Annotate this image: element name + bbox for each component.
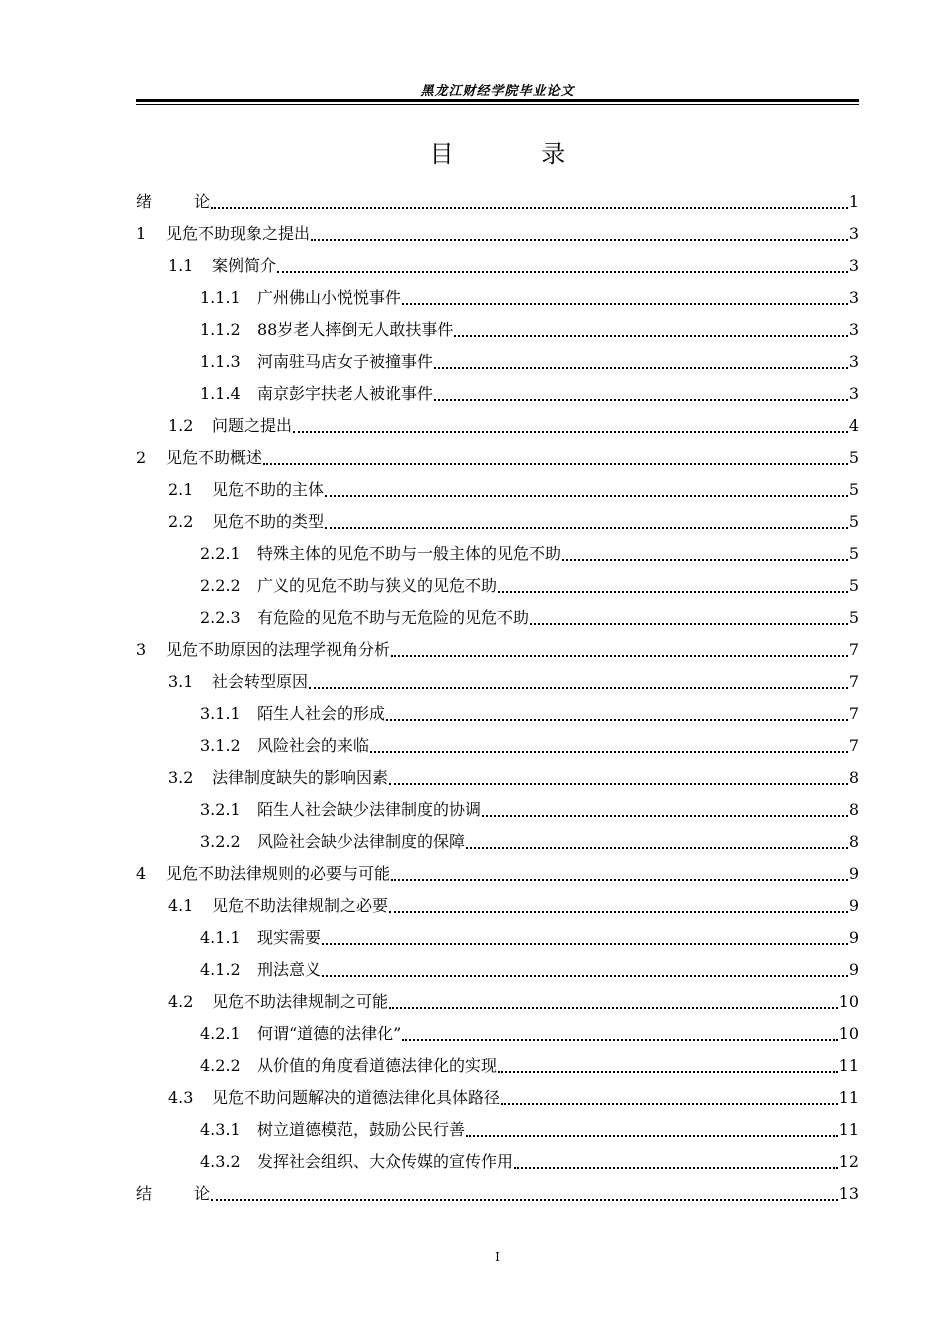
toc-entry-number: 2.1 bbox=[168, 480, 194, 499]
toc-entry-title: 发挥社会组织、大众传媒的宣传作用 bbox=[257, 1152, 514, 1171]
toc-entry-page: 5 bbox=[848, 608, 859, 627]
toc-entry[interactable] bbox=[136, 925, 859, 957]
toc-entry-page: 7 bbox=[848, 704, 859, 723]
toc-entry-number: 4.3 bbox=[168, 1088, 194, 1107]
toc-entry-title: 问题之提出 bbox=[212, 416, 293, 435]
toc-entry-number: 1.1.3 bbox=[200, 352, 241, 371]
toc-entry-page: 8 bbox=[848, 800, 859, 819]
toc-entry-title: 陌生人社会的形成 bbox=[257, 704, 386, 723]
toc-entry-page: 3 bbox=[848, 384, 859, 403]
toc-leader-dots bbox=[402, 302, 848, 305]
toc-entry-title: 刑法意义 bbox=[257, 960, 322, 979]
toc-leader-dots bbox=[322, 942, 848, 945]
toc-leader-dots bbox=[311, 238, 848, 241]
toc-entry[interactable] bbox=[136, 1149, 859, 1181]
toc-entry[interactable] bbox=[136, 285, 859, 317]
toc-entry[interactable] bbox=[136, 733, 859, 765]
toc-leader-dots bbox=[389, 910, 848, 913]
toc-entry-title: 风险社会缺少法律制度的保障 bbox=[257, 832, 466, 851]
toc-entry-page: 1 bbox=[848, 192, 859, 211]
toc-entry-number: 3.1.1 bbox=[200, 704, 241, 723]
toc-leader-dots bbox=[498, 1070, 838, 1073]
toc-entry[interactable] bbox=[136, 797, 859, 829]
toc-entry-page: 9 bbox=[848, 896, 859, 915]
toc-leader-dots bbox=[466, 846, 848, 849]
toc-entry-page: 7 bbox=[848, 672, 859, 691]
toc-entry-number: 1.2 bbox=[168, 416, 194, 435]
toc-entry-page: 5 bbox=[848, 544, 859, 563]
toc-entry-title: 论 bbox=[194, 1184, 211, 1203]
toc-entry[interactable] bbox=[136, 1181, 859, 1213]
toc-leader-dots bbox=[391, 878, 848, 881]
toc-entry-title: 风险社会的来临 bbox=[257, 736, 370, 755]
header-rule-thick bbox=[136, 99, 859, 102]
toc-entry-number: 4.2.1 bbox=[200, 1024, 241, 1043]
toc-leader-dots bbox=[309, 686, 848, 689]
toc-entry-number: 4.3.2 bbox=[200, 1152, 241, 1171]
toc-leader-dots bbox=[434, 366, 848, 369]
toc-entry-number: 1.1.4 bbox=[200, 384, 241, 403]
toc-entry-title: 广义的见危不助与狭义的见危不助 bbox=[257, 576, 498, 595]
toc-entry[interactable] bbox=[136, 637, 859, 669]
page-number: I bbox=[495, 1250, 500, 1264]
toc-entry-page: 5 bbox=[848, 512, 859, 531]
toc-entry-number: 2 bbox=[136, 448, 147, 467]
toc-entry[interactable] bbox=[136, 829, 859, 861]
toc-entry-page: 3 bbox=[848, 224, 859, 243]
toc-entry[interactable] bbox=[136, 893, 859, 925]
table-of-contents bbox=[136, 189, 859, 1213]
toc-entry-title: 社会转型原因 bbox=[212, 672, 309, 691]
toc-entry-title: 见危不助法律规制之可能 bbox=[212, 992, 389, 1011]
header-rule-thin bbox=[136, 104, 859, 105]
toc-entry-number: 3.1.2 bbox=[200, 736, 241, 755]
toc-entry[interactable] bbox=[136, 701, 859, 733]
toc-entry-page: 7 bbox=[848, 736, 859, 755]
toc-entry-number: 1.1 bbox=[168, 256, 194, 275]
toc-leader-dots bbox=[389, 1006, 838, 1009]
toc-leader-dots bbox=[325, 526, 848, 529]
toc-entry[interactable] bbox=[136, 957, 859, 989]
toc-entry-title: 见危不助原因的法理学视角分析 bbox=[166, 640, 391, 659]
toc-entry-title: 法律制度缺失的影响因素 bbox=[212, 768, 389, 787]
toc-entry-page: 8 bbox=[848, 768, 859, 787]
toc-entry-title: 从价值的角度看道德法律化的实现 bbox=[257, 1056, 498, 1075]
toc-entry-page: 3 bbox=[848, 320, 859, 339]
toc-entry-page: 9 bbox=[848, 960, 859, 979]
toc-entry-page: 9 bbox=[848, 864, 859, 883]
toc-entry-title: 何谓“道德的法律化” bbox=[257, 1024, 402, 1043]
toc-entry-page: 10 bbox=[838, 1024, 859, 1043]
toc-entry[interactable] bbox=[136, 509, 859, 541]
toc-entry[interactable] bbox=[136, 381, 859, 413]
toc-title: 目 录 bbox=[429, 140, 606, 168]
toc-entry-page: 11 bbox=[838, 1056, 859, 1075]
toc-entry-title: 见危不助问题解决的道德法律化具体路径 bbox=[212, 1088, 501, 1107]
toc-entry[interactable] bbox=[136, 989, 859, 1021]
toc-entry-number: 结 bbox=[136, 1184, 153, 1203]
toc-entry-number: 1 bbox=[136, 224, 147, 243]
toc-entry[interactable] bbox=[136, 1021, 859, 1053]
toc-entry-number: 2.2.1 bbox=[200, 544, 241, 563]
toc-entry-title: 河南驻马店女子被撞事件 bbox=[257, 352, 434, 371]
toc-entry-title: 见危不助的类型 bbox=[212, 512, 325, 531]
toc-entry-number: 3.2 bbox=[168, 768, 194, 787]
toc-entry-title: 陌生人社会缺少法律制度的协调 bbox=[257, 800, 482, 819]
toc-entry-number: 4.2.2 bbox=[200, 1056, 241, 1075]
toc-entry-title: 见危不助现象之提出 bbox=[166, 224, 311, 243]
toc-entry-title: 现实需要 bbox=[257, 928, 322, 947]
toc-entry-number: 4.1.2 bbox=[200, 960, 241, 979]
toc-entry-number: 4.1.1 bbox=[200, 928, 241, 947]
toc-entry-title: 论 bbox=[194, 192, 211, 211]
toc-entry-number: 3.2.2 bbox=[200, 832, 241, 851]
toc-leader-dots bbox=[434, 398, 848, 401]
toc-entry-number: 4.1 bbox=[168, 896, 194, 915]
toc-entry-page: 3 bbox=[848, 288, 859, 307]
toc-leader-dots bbox=[389, 782, 848, 785]
toc-entry[interactable] bbox=[136, 861, 859, 893]
toc-entry-title: 特殊主体的见危不助与一般主体的见危不助 bbox=[257, 544, 562, 563]
toc-entry-number: 3 bbox=[136, 640, 147, 659]
toc-entry-page: 3 bbox=[848, 352, 859, 371]
toc-entry-page: 13 bbox=[838, 1184, 859, 1203]
toc-entry-title: 见危不助的主体 bbox=[212, 480, 325, 499]
toc-entry-page: 7 bbox=[848, 640, 859, 659]
toc-entry-page: 5 bbox=[848, 576, 859, 595]
toc-entry-number: 1.1.1 bbox=[200, 288, 241, 307]
toc-leader-dots bbox=[501, 1102, 838, 1105]
toc-entry-number: 3.2.1 bbox=[200, 800, 241, 819]
toc-entry-page: 11 bbox=[838, 1088, 859, 1107]
toc-leader-dots bbox=[530, 622, 848, 625]
toc-entry-title: 树立道德模范，鼓励公民行善 bbox=[257, 1120, 466, 1139]
toc-entry-number: 1.1.2 bbox=[200, 320, 241, 339]
toc-entry[interactable] bbox=[136, 605, 859, 637]
toc-entry[interactable] bbox=[136, 349, 859, 381]
toc-entry[interactable] bbox=[136, 669, 859, 701]
toc-leader-dots bbox=[482, 814, 848, 817]
toc-leader-dots bbox=[211, 206, 848, 209]
toc-entry-title: 见危不助法律规制之必要 bbox=[212, 896, 389, 915]
toc-leader-dots bbox=[370, 750, 848, 753]
toc-entry-title: 广州佛山小悦悦事件 bbox=[257, 288, 402, 307]
toc-entry-number: 2.2 bbox=[168, 512, 194, 531]
toc-entry[interactable] bbox=[136, 1085, 859, 1117]
toc-entry-page: 3 bbox=[848, 256, 859, 275]
toc-entry[interactable] bbox=[136, 1117, 859, 1149]
toc-entry-page: 4 bbox=[848, 416, 859, 435]
toc-leader-dots bbox=[211, 1198, 838, 1201]
toc-entry-number: 2.2.2 bbox=[200, 576, 241, 595]
toc-entry[interactable] bbox=[136, 573, 859, 605]
toc-entry[interactable] bbox=[136, 413, 859, 445]
toc-entry-page: 9 bbox=[848, 928, 859, 947]
toc-entry-number: 绪 bbox=[136, 192, 153, 211]
toc-entry[interactable] bbox=[136, 477, 859, 509]
toc-entry[interactable] bbox=[136, 189, 859, 221]
toc-leader-dots bbox=[322, 974, 848, 977]
toc-entry-number: 3.1 bbox=[168, 672, 194, 691]
toc-leader-dots bbox=[325, 494, 848, 497]
toc-entry-number: 2.2.3 bbox=[200, 608, 241, 627]
toc-entry-page: 5 bbox=[848, 480, 859, 499]
toc-entry-page: 10 bbox=[838, 992, 859, 1011]
toc-entry-number: 4.3.1 bbox=[200, 1120, 241, 1139]
toc-entry-number: 4.2 bbox=[168, 992, 194, 1011]
toc-entry-title: 南京彭宇扶老人被讹事件 bbox=[257, 384, 434, 403]
toc-entry-page: 5 bbox=[848, 448, 859, 467]
toc-leader-dots bbox=[466, 1134, 838, 1137]
toc-entry[interactable] bbox=[136, 221, 859, 253]
toc-entry-page: 11 bbox=[838, 1120, 859, 1139]
toc-entry-title: 88岁老人摔倒无人敢扶事件 bbox=[257, 320, 454, 339]
toc-entry[interactable] bbox=[136, 541, 859, 573]
toc-entry[interactable] bbox=[136, 445, 859, 477]
toc-leader-dots bbox=[562, 558, 848, 561]
toc-leader-dots bbox=[263, 462, 848, 465]
toc-leader-dots bbox=[498, 590, 848, 593]
toc-leader-dots bbox=[277, 270, 848, 273]
toc-leader-dots bbox=[391, 654, 848, 657]
toc-entry[interactable] bbox=[136, 253, 859, 285]
toc-entry[interactable] bbox=[136, 1053, 859, 1085]
toc-leader-dots bbox=[293, 430, 848, 433]
toc-entry[interactable] bbox=[136, 765, 859, 797]
toc-entry-title: 有危险的见危不助与无危险的见危不助 bbox=[257, 608, 530, 627]
toc-leader-dots bbox=[402, 1038, 837, 1041]
toc-leader-dots bbox=[514, 1166, 838, 1169]
toc-entry-title: 案例简介 bbox=[212, 256, 277, 275]
toc-entry-number: 4 bbox=[136, 864, 147, 883]
toc-entry-page: 12 bbox=[838, 1152, 859, 1171]
toc-entry-title: 见危不助法律规则的必要与可能 bbox=[166, 864, 391, 883]
toc-entry-title: 见危不助概述 bbox=[166, 448, 263, 467]
toc-entry[interactable] bbox=[136, 317, 859, 349]
toc-entry-page: 8 bbox=[848, 832, 859, 851]
toc-leader-dots bbox=[386, 718, 848, 721]
running-header: 黑龙江财经学院毕业论文 bbox=[420, 84, 575, 99]
toc-leader-dots bbox=[454, 334, 847, 337]
